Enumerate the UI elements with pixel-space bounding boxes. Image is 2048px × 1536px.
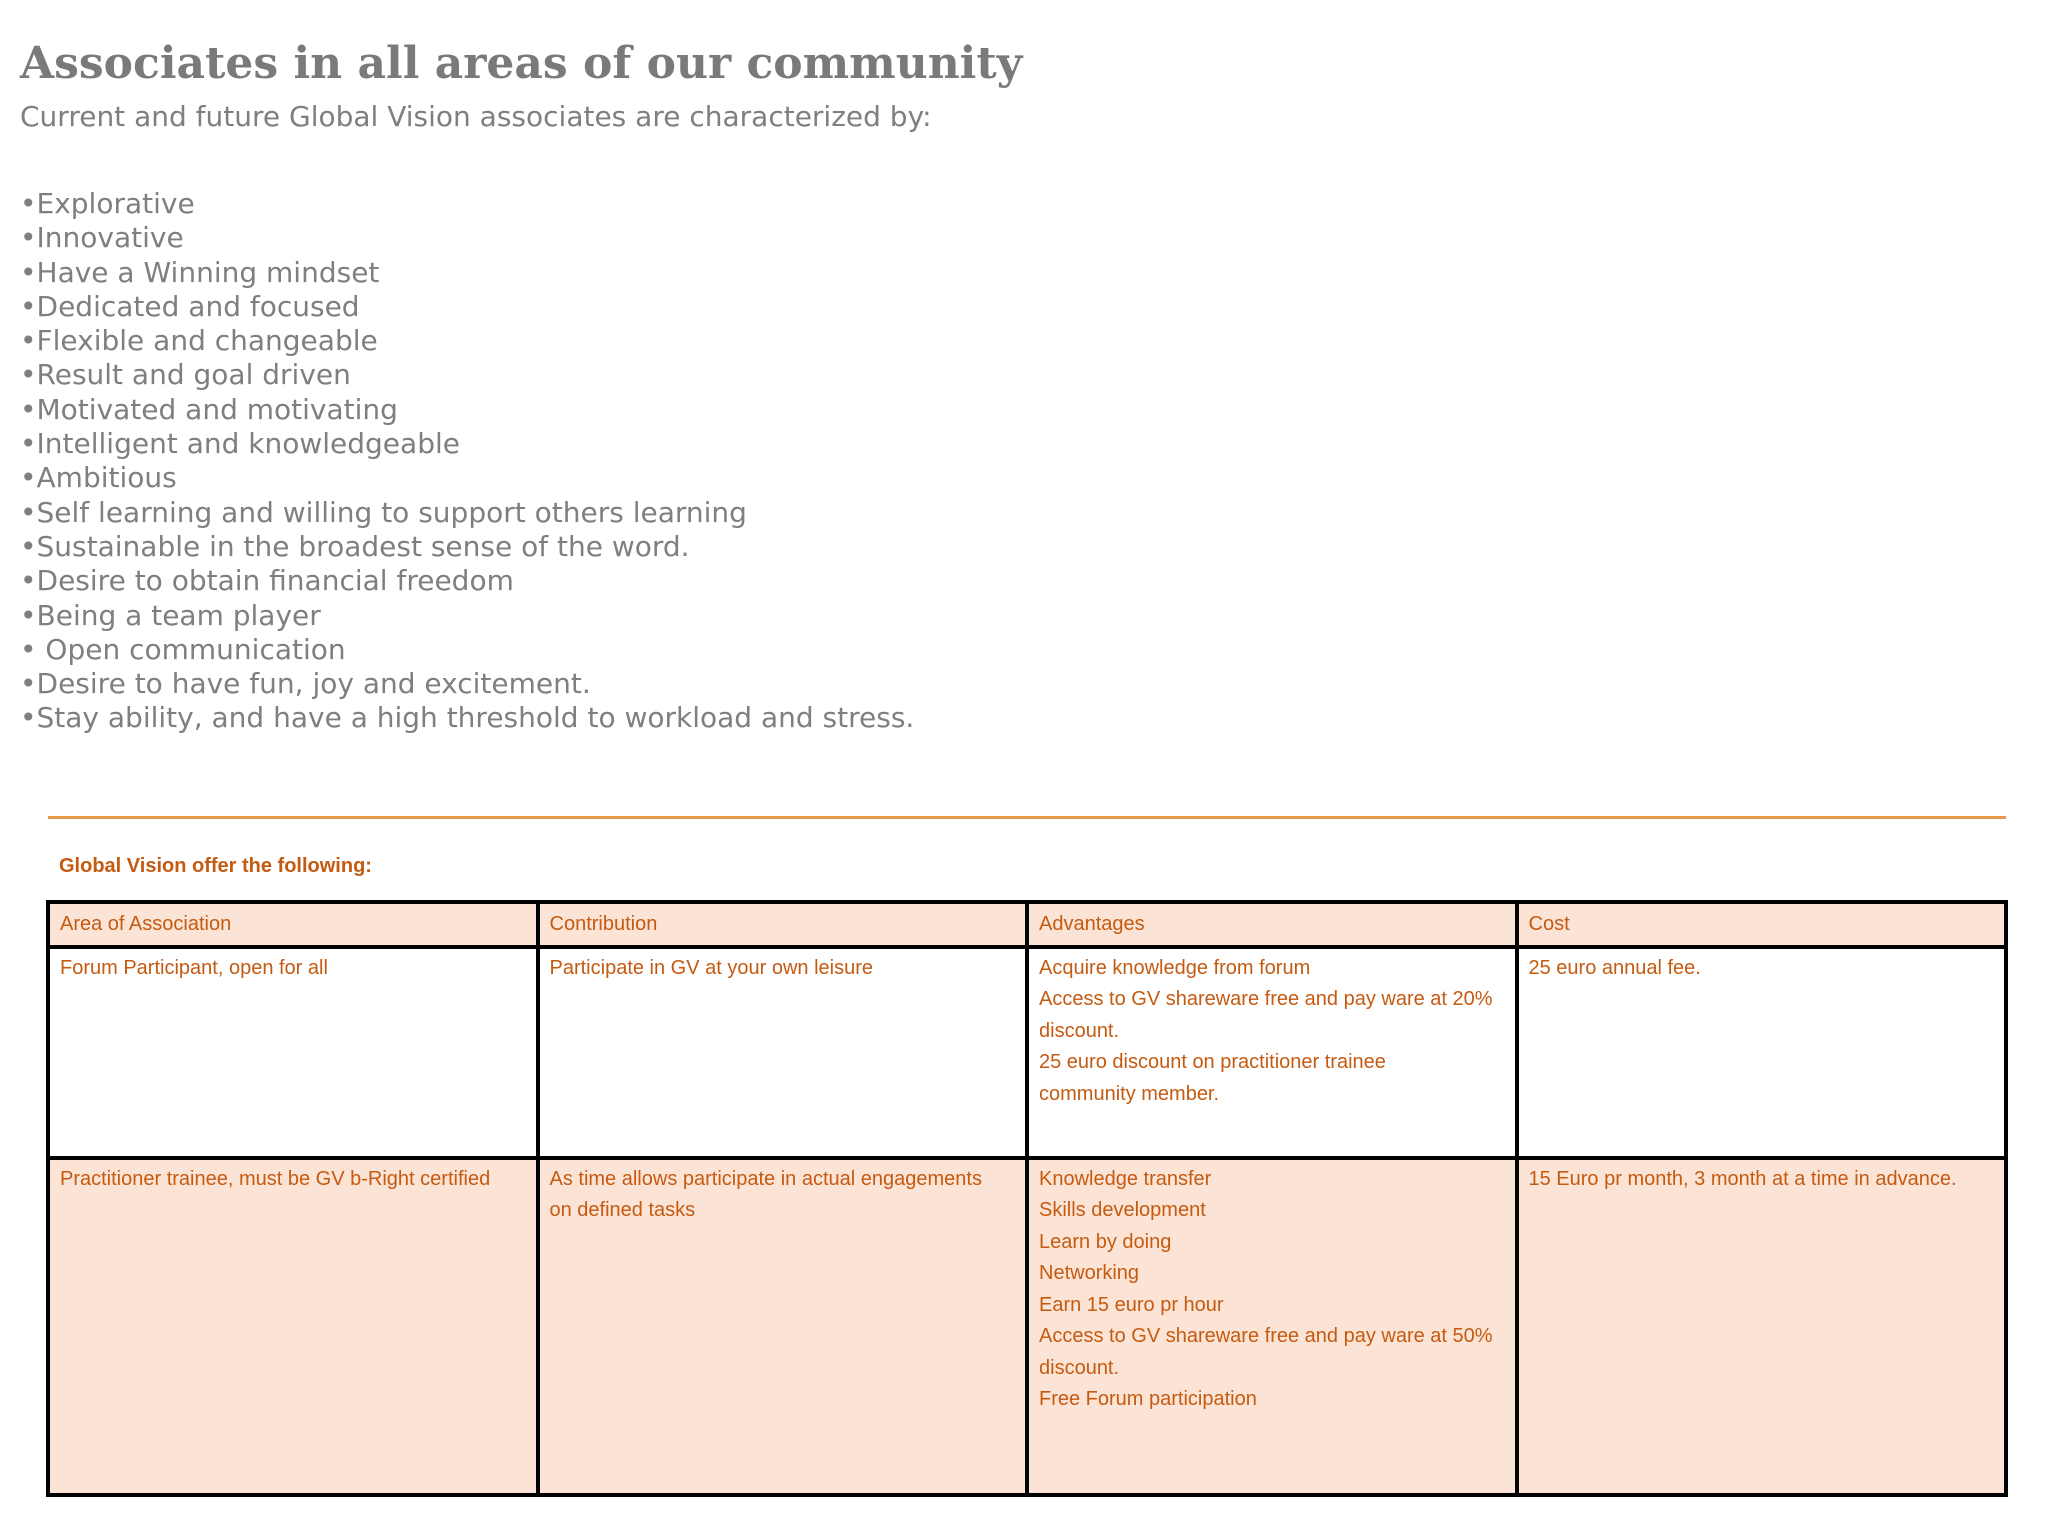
advantage-line: Networking (1039, 1262, 1140, 1284)
trait-item: •Motivated and motivating (20, 392, 398, 426)
advantage-line: 25 euro discount on practitioner trainee (1039, 1051, 1386, 1073)
trait-item: •Have a Winning mindset (20, 255, 380, 289)
trait-item: •Desire to have fun, joy and excitement. (20, 667, 591, 701)
trait-item: •Intelligent and knowledgeable (20, 427, 460, 461)
trait-item: •Flexible and changeable (20, 324, 378, 358)
trait-item: •Result and goal driven (20, 358, 351, 392)
contribution-cell: Participate in GV at your own leisure (538, 947, 1028, 1158)
section-divider (48, 816, 2006, 819)
trait-item: •Innovative (20, 221, 184, 255)
advantage-line: Access to GV shareware free and pay ware at 20% (1039, 988, 1493, 1010)
advantage-line: Acquire knowledge from forum (1039, 956, 1311, 979)
trait-item: •Self learning and willing to support others learning (20, 495, 747, 529)
cost-cell: 15 Euro pr month, 3 month at a time in advance. (1517, 1158, 2007, 1495)
advantage-line: Free Forum participation (1039, 1388, 1257, 1410)
table-header-row (48, 902, 2006, 947)
contribution-line: As time allows participate in actual engagements (549, 1167, 982, 1190)
advantage-line: Knowledge transfer (1039, 1167, 1212, 1190)
advantage-line: discount. (1039, 1019, 1120, 1042)
area-cell: Forum Participant, open for all (48, 947, 538, 1158)
advantage-line: Earn 15 euro pr hour (1039, 1293, 1224, 1316)
advantage-line: Skills development (1039, 1199, 1206, 1221)
table-row-practitioner-trainee (48, 1158, 2006, 1495)
advantage-line: Access to GV shareware free and pay ware at 50% (1039, 1325, 1493, 1347)
trait-item: •Dedicated and focused (20, 289, 360, 323)
column-header-area: Area of Association (48, 902, 538, 947)
trait-item: • Open communication (20, 632, 346, 666)
advantage-line: community member. (1039, 1082, 1220, 1105)
page-subtitle: Current and future Global Vision associates are characterized by: (20, 100, 932, 133)
trait-item: •Sustainable in the broadest sense of the word. (20, 529, 690, 563)
trait-item: •Stay ability, and have a high threshold to workload and stress. (20, 701, 915, 735)
contribution-line: on defined tasks (549, 1199, 696, 1221)
advantages-cell (1027, 947, 1517, 1158)
contribution-cell (538, 1158, 1028, 1495)
traits-list (20, 187, 914, 736)
area-cell: Practitioner trainee, must be GV b-Right certified (48, 1158, 538, 1495)
table-row-forum-participant (48, 947, 2006, 1158)
column-header-advantages: Advantages (1027, 902, 1517, 947)
trait-item: •Ambitious (20, 461, 177, 495)
trait-item: •Being a team player (20, 598, 321, 632)
page-title: Associates in all areas of our community (20, 38, 1023, 89)
trait-item: •Explorative (20, 187, 195, 220)
column-header-cost: Cost (1517, 902, 2007, 947)
advantages-cell (1027, 1158, 1517, 1495)
column-header-contribution: Contribution (538, 902, 1028, 947)
offer-table (46, 900, 2008, 1497)
cost-cell: 25 euro annual fee. (1517, 947, 2007, 1158)
offer-heading: Global Vision offer the following: (59, 855, 372, 877)
advantage-line: Learn by doing (1039, 1230, 1172, 1253)
trait-item: •Desire to obtain financial freedom (20, 564, 514, 598)
advantage-line: discount. (1039, 1356, 1120, 1379)
